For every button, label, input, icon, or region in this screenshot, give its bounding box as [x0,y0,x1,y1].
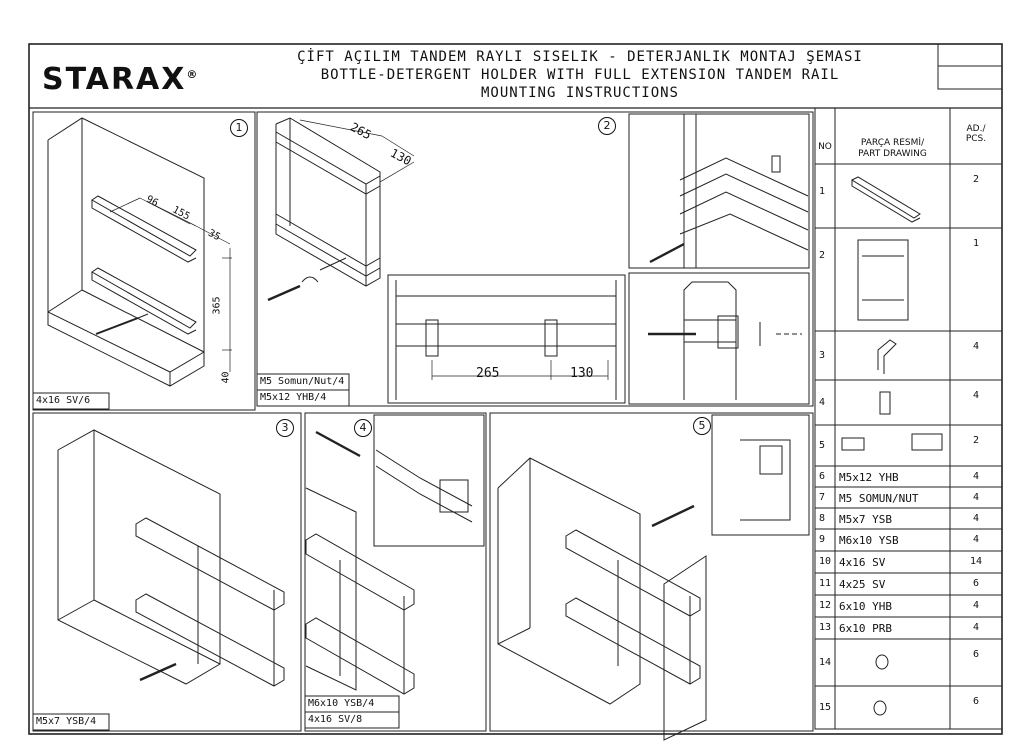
parts-row-no: 9 [819,534,826,545]
label-p4-screw1: M6x10 YSB/4 [308,698,375,709]
parts-col-qty-en: PCS. [965,134,987,144]
parts-row-no: 8 [819,512,826,524]
parts-row-desc: 4x25 SV [839,578,886,591]
label-p2-nut: M5 Somun/Nut/4 [260,376,345,387]
parts-row-no: 12 [819,600,832,611]
panel-3-drawing [58,430,284,686]
parts-row-no: 1 [819,186,826,197]
dimension-365: 365 [211,296,223,315]
brand-name: STARAX [42,62,187,97]
parts-row-qty: 4 [972,491,980,503]
label-p3-screw: M5x7 YSB/4 [36,716,97,727]
title-english-line2: MOUNTING INSTRUCTIONS [480,85,679,101]
panel-2-frame [257,112,813,406]
parts-row-no: 10 [819,556,832,567]
label-p1-screw: 4x16 SV/6 [36,395,91,406]
dimension-130-front: 130 [570,366,594,381]
parts-row-no: 11 [819,578,832,589]
panel-3-frame [33,413,301,731]
dimension-96: 96 [144,193,160,210]
parts-row-qty: 4 [972,622,980,633]
parts-row-desc: 6x10 YHB [839,600,892,613]
title-english-line1: BOTTLE-DETERGENT HOLDER WITH FULL EXTENSION TANDEM RAIL [320,67,840,83]
panel-5-frame [490,413,813,731]
step-2-marker: 2 [598,117,616,135]
dimension-40: 40 [220,371,232,384]
parts-row-no: 7 [819,491,826,503]
dimension-130-top: 130 [387,145,414,169]
parts-table-grid [815,108,1002,729]
parts-row-qty: 14 [969,556,983,567]
step-4-marker: 4 [354,419,372,437]
parts-row-qty: 1 [972,238,980,249]
parts-row-qty: 4 [972,512,980,524]
label-p2-screw: M5x12 YHB/4 [260,392,327,403]
dimension-265-front: 265 [476,366,500,381]
parts-row-no: 15 [819,701,832,713]
panel-5-drawing [498,415,809,740]
dimension-265-top: 265 [347,119,374,143]
parts-col-drawing-en: PART DRAWING [858,149,927,159]
parts-row-desc: M5x7 YSB [839,512,892,526]
panel-2-front-view [388,275,625,403]
parts-row-desc: M5x12 YHB [839,470,899,484]
parts-row-no: 3 [819,349,826,361]
parts-row-qty: 4 [972,390,980,401]
parts-row-no: 6 [819,470,826,482]
parts-col-qty-tr: AD./ [966,124,986,134]
panel-4-frame [305,413,486,731]
panel-1-drawing [48,118,232,386]
panel-1-frame [33,112,255,410]
registered-mark: ® [186,68,200,81]
parts-row-qty: 2 [972,174,980,185]
parts-row-qty: 6 [972,649,980,660]
dimension-155: 155 [170,204,192,223]
step-1-marker: 1 [230,119,248,137]
parts-col-drawing-tr: PARÇA RESMİ/ [860,138,925,148]
panel-2-fastener-detail [629,273,809,404]
parts-row-desc: M6x10 YSB [839,534,899,547]
parts-row-no: 4 [819,396,826,408]
title-turkish: ÇİFT AÇILIM TANDEM RAYLI SISELIK - DETERJANLIK MONTAJ ŞEMASI [297,49,863,65]
parts-row-desc: 6x10 PRB [839,622,892,635]
dimension-35: 35 [206,227,222,244]
parts-row-qty: 4 [972,534,980,545]
panel-4-drawing [306,415,484,694]
parts-col-no: NO [818,142,832,152]
parts-row-desc: 4x16 SV [839,556,886,569]
step-5-marker: 5 [693,417,711,435]
label-p4-screw2: 4x16 SV/8 [308,714,363,725]
parts-row-no: 2 [819,250,826,261]
parts-row-no: 14 [819,656,832,668]
parts-row-qty: 4 [972,341,980,352]
panel-2-side-detail [629,114,809,268]
parts-row-qty: 4 [972,600,980,611]
parts-row-no: 13 [819,622,832,633]
parts-row-desc: M5 SOMUN/NUT [839,491,919,505]
step-3-marker: 3 [276,419,294,437]
parts-row-qty: 6 [972,696,980,707]
parts-row-no: 5 [819,439,826,451]
parts-row-qty: 2 [972,435,980,446]
parts-row-qty: 6 [972,578,980,589]
brand-logo [42,62,199,97]
panel-2-basket-drawing [268,118,414,300]
parts-row-qty: 4 [972,470,980,482]
